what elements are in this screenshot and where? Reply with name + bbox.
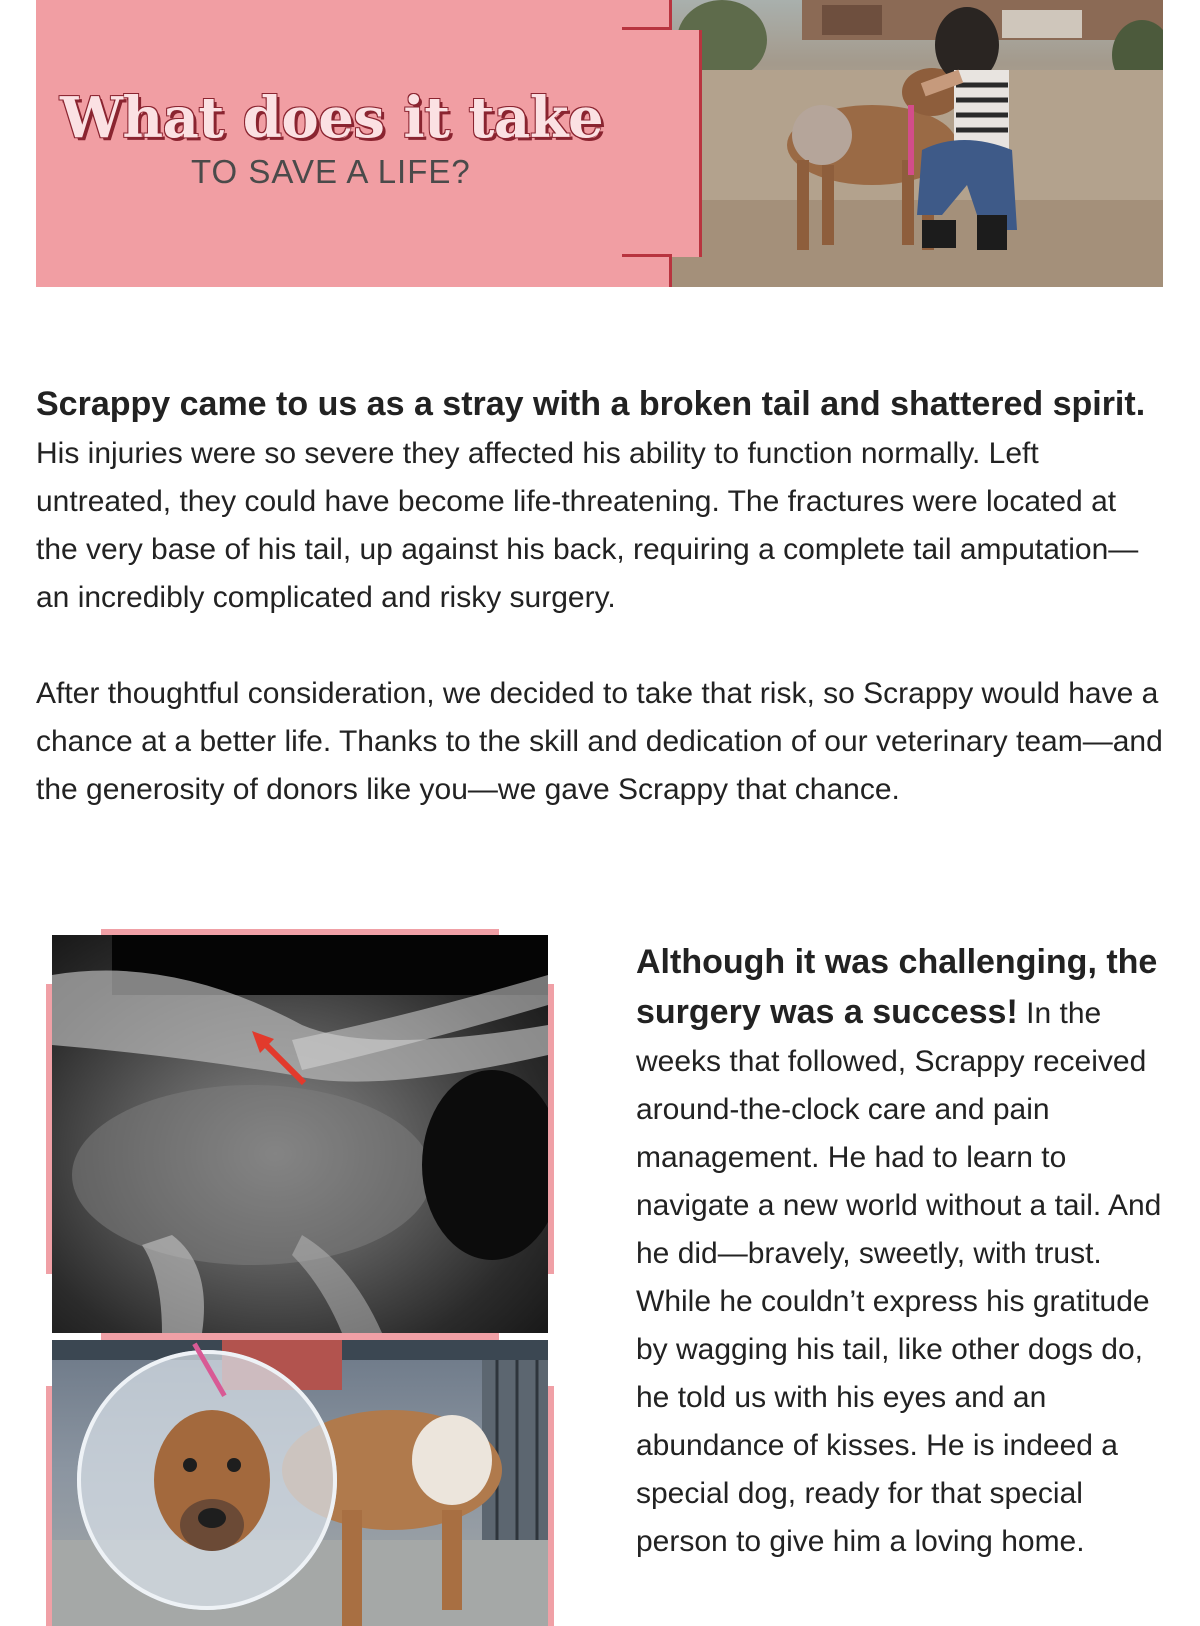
- header-banner: [36, 0, 1163, 287]
- banner-notch-top: [622, 0, 672, 30]
- story-body-text: His injuries were so severe they affected his ability to function normally. Left untreated, they could have become life-threatening. The fractures were located at the very base of his tail, up against his back, requiring a complete tail amputation—an incredibly complicated and risky surgery.: [36, 437, 1139, 614]
- story-paragraph-decision: After thoughtful consideration, we decided to take that risk, so Scrappy would have a chance at a better life. Thanks to the skill and dedication of our veterinary team—and the generosity of donors like you—we gave Scrappy that chance.: [36, 677, 1163, 806]
- success-body-text: In the weeks that followed, Scrappy received around-the-clock care and pain management. He had to learn to navigate a new world without a tail. And he did—bravely, sweetly, with trust. While he couldn’t express his gratitude by wagging his tail, like other dogs do, he told us with his eyes and an abundance of kisses. He is indeed a special dog, ready for that special person to give him a loving home.: [636, 997, 1162, 1558]
- banner-photo: [622, 0, 1163, 287]
- story-paragraph-intro: [36, 380, 1166, 622]
- success-lead-text: Although it was challenging, the surgery was a success!: [636, 943, 1158, 1031]
- dog-cone-image: [52, 1340, 548, 1626]
- dog-with-cone-photo: [52, 1340, 548, 1626]
- banner-subtitle: TO SAVE A LIFE?: [191, 153, 471, 190]
- woman-with-dog-photo: [622, 0, 1163, 287]
- banner-notch-bottom: [622, 254, 672, 287]
- banner-title: What does it take: [60, 85, 604, 151]
- x-ray-image: [52, 935, 548, 1333]
- story-paragraph-success: [636, 938, 1166, 1566]
- x-ray-photo: [52, 935, 548, 1333]
- story-lead-text: Scrappy came to us as a stray with a broken tail and shattered spirit.: [36, 385, 1146, 423]
